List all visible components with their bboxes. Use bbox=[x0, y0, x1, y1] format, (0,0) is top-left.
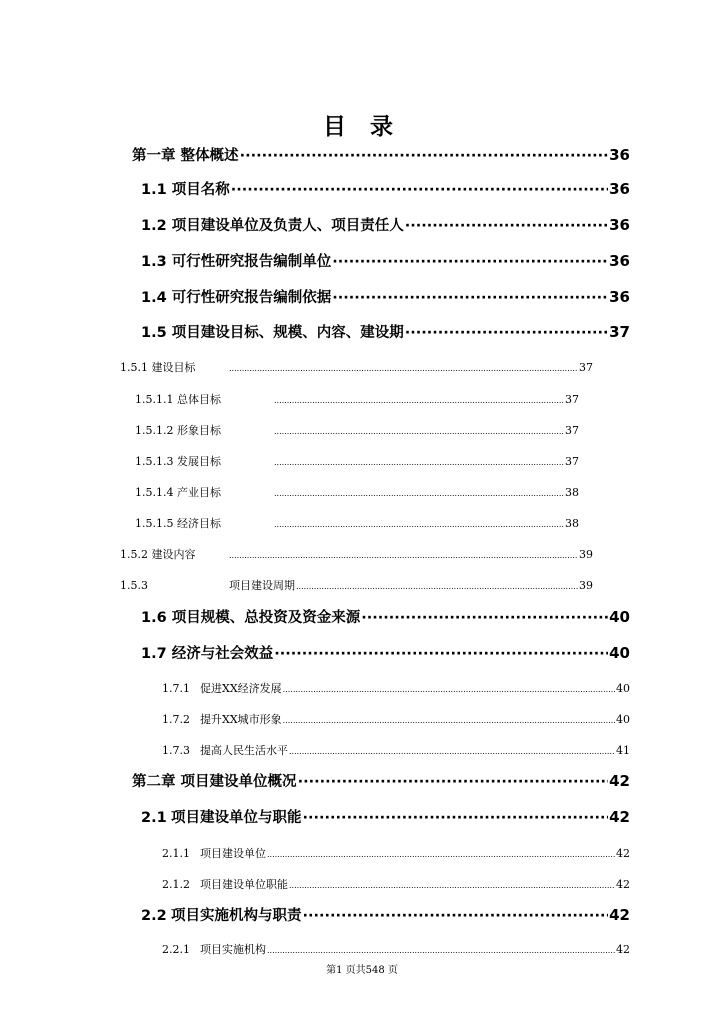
toc-entry[interactable] bbox=[162, 876, 630, 892]
toc-entry-title: 项目建设周期 bbox=[229, 579, 295, 592]
toc-entry-title: 项目实施机构与职责 bbox=[171, 908, 302, 924]
toc-entry[interactable] bbox=[141, 250, 630, 271]
toc-entry-page: 42 bbox=[609, 906, 630, 924]
toc-entry-title: 项目建设单位与职能 bbox=[171, 810, 302, 826]
toc-entry[interactable] bbox=[141, 642, 630, 663]
toc-leader-dots bbox=[274, 455, 564, 468]
toc-entry-page: 36 bbox=[609, 216, 630, 234]
toc-leader-dots bbox=[361, 610, 608, 626]
toc-entry-number: 2.1 bbox=[141, 810, 167, 826]
toc-entry-page: 40 bbox=[609, 644, 630, 662]
toc-entry-page: 42 bbox=[609, 808, 630, 826]
toc-entry[interactable] bbox=[141, 904, 630, 925]
toc-entry-number: 1.5.1.3 发展目标 bbox=[135, 455, 221, 468]
toc-entry-title: 1.2 项目建设单位及负责人、项目责任人 bbox=[141, 218, 404, 234]
toc-entry-number: 1.5.1.4 产业目标 bbox=[135, 486, 221, 499]
toc-entry-title: 1.6 项目规模、总投资及资金来源 bbox=[141, 610, 361, 626]
toc-leader-dots bbox=[274, 646, 608, 662]
toc-leader-dots bbox=[296, 579, 578, 592]
toc-entry-page: 37 bbox=[565, 424, 579, 437]
toc-leader-dots bbox=[274, 393, 564, 406]
toc-entry-title: 项目建设单位职能 bbox=[200, 878, 288, 891]
toc-entry-page: 40 bbox=[616, 713, 630, 726]
toc-entry[interactable] bbox=[135, 515, 579, 531]
toc-entry-page: 40 bbox=[616, 682, 630, 695]
toc-entry-title: 1.4 可行性研究报告编制依据 bbox=[141, 290, 332, 306]
toc-leader-dots bbox=[303, 810, 609, 826]
toc-entry-page: 36 bbox=[609, 288, 630, 306]
toc-entry-number: 2.2.1 bbox=[162, 943, 190, 956]
page-title: 目 录 bbox=[322, 114, 401, 140]
toc-entry-page: 39 bbox=[579, 548, 593, 561]
toc-entry-page: 41 bbox=[616, 744, 630, 757]
toc-leader-dots bbox=[289, 744, 615, 757]
toc-entry[interactable] bbox=[141, 606, 630, 627]
toc-leader-dots bbox=[303, 908, 609, 924]
toc-leader-dots bbox=[267, 943, 615, 956]
toc-leader-dots bbox=[332, 254, 608, 270]
toc-leader-dots bbox=[289, 878, 615, 891]
toc-entry-page: 37 bbox=[565, 393, 579, 406]
toc-entry-page: 36 bbox=[609, 252, 630, 270]
toc-entry[interactable] bbox=[162, 680, 630, 696]
toc-leader-dots bbox=[283, 713, 615, 726]
toc-entry[interactable] bbox=[120, 359, 593, 375]
toc-entry[interactable] bbox=[162, 941, 630, 957]
toc-entry-number: 2.1.1 bbox=[162, 847, 190, 860]
toc-leader-dots bbox=[267, 847, 615, 860]
toc-entry-number: 1.5.2 建设内容 bbox=[120, 548, 196, 561]
toc-entry[interactable] bbox=[132, 144, 630, 165]
toc-entry[interactable] bbox=[135, 484, 579, 500]
toc-entry[interactable] bbox=[141, 806, 630, 827]
toc-entry-title: 第一章 整体概述 bbox=[132, 148, 239, 164]
toc-entry[interactable] bbox=[141, 321, 630, 342]
toc-entry[interactable] bbox=[162, 845, 630, 861]
toc-entry-number: 1.5.1.5 经济目标 bbox=[135, 517, 221, 530]
toc-entry-title: 项目建设单位 bbox=[200, 847, 266, 860]
toc-leader-dots bbox=[229, 548, 578, 561]
toc-entry-page: 42 bbox=[609, 772, 630, 790]
toc-entry-title: 提高人民生活水平 bbox=[200, 744, 288, 757]
toc-entry[interactable] bbox=[120, 577, 593, 593]
toc-leader-dots bbox=[231, 182, 608, 198]
toc-entry-page: 42 bbox=[616, 878, 630, 891]
toc-entry[interactable] bbox=[132, 770, 630, 791]
toc-entry-title: 项目实施机构 bbox=[200, 943, 266, 956]
toc-entry-number: 1.5.3 bbox=[120, 579, 148, 592]
toc-entry-number: 2.2 bbox=[141, 908, 167, 924]
toc-entry-title: 1.5 项目建设目标、规模、内容、建设期 bbox=[141, 325, 404, 341]
toc-leader-dots bbox=[274, 517, 564, 530]
toc-entry[interactable] bbox=[141, 286, 630, 307]
toc-entry-page: 37 bbox=[579, 361, 593, 374]
toc-entry-page: 42 bbox=[616, 943, 630, 956]
toc-entry-number: 1.7.3 bbox=[162, 744, 190, 757]
toc-leader-dots bbox=[405, 325, 608, 341]
toc-entry[interactable] bbox=[135, 422, 579, 438]
toc-entry-title: 促进XX经济发展 bbox=[200, 682, 282, 695]
toc-entry-page: 36 bbox=[609, 180, 630, 198]
toc-entry-page: 38 bbox=[565, 517, 579, 530]
toc-entry[interactable] bbox=[162, 711, 630, 727]
toc-entry-title: 提升XX城市形象 bbox=[200, 713, 282, 726]
toc-entry-page: 37 bbox=[565, 455, 579, 468]
toc-entry-page: 39 bbox=[579, 579, 593, 592]
toc-entry-title: 1.3 可行性研究报告编制单位 bbox=[141, 254, 332, 270]
page-footer: 第1 页共548 页 bbox=[326, 965, 398, 976]
toc-entry[interactable] bbox=[120, 546, 593, 562]
toc-leader-dots bbox=[240, 148, 609, 164]
toc-entry-number: 2.1.2 bbox=[162, 878, 190, 891]
toc-entry[interactable] bbox=[162, 742, 630, 758]
toc-entry-page: 42 bbox=[616, 847, 630, 860]
toc-leader-dots bbox=[229, 361, 578, 374]
toc-leader-dots bbox=[274, 486, 564, 499]
toc-leader-dots bbox=[274, 424, 564, 437]
toc-entry[interactable] bbox=[141, 214, 630, 235]
toc-leader-dots bbox=[283, 682, 615, 695]
toc-entry-title: 1.1 项目名称 bbox=[141, 182, 230, 198]
toc-entry-page: 37 bbox=[609, 323, 630, 341]
toc-entry-number: 1.5.1 建设目标 bbox=[120, 361, 196, 374]
toc-entry-title: 1.7 经济与社会效益 bbox=[141, 646, 274, 662]
toc-leader-dots bbox=[332, 290, 608, 306]
toc-entry[interactable] bbox=[135, 391, 579, 407]
toc-leader-dots bbox=[298, 774, 609, 790]
toc-entry-page: 36 bbox=[609, 146, 630, 164]
toc-entry-page: 38 bbox=[565, 486, 579, 499]
toc-entry[interactable] bbox=[141, 178, 630, 199]
toc-leader-dots bbox=[405, 218, 608, 234]
toc-entry-number: 1.5.1.2 形象目标 bbox=[135, 424, 221, 437]
toc-entry-number: 1.7.1 bbox=[162, 682, 190, 695]
toc-entry[interactable] bbox=[135, 453, 579, 469]
toc-entry-number: 1.5.1.1 总体目标 bbox=[135, 393, 221, 406]
toc-entry-number: 1.7.2 bbox=[162, 713, 190, 726]
toc-entry-title: 第二章 项目建设单位概况 bbox=[132, 774, 297, 790]
toc-entry-page: 40 bbox=[609, 608, 630, 626]
